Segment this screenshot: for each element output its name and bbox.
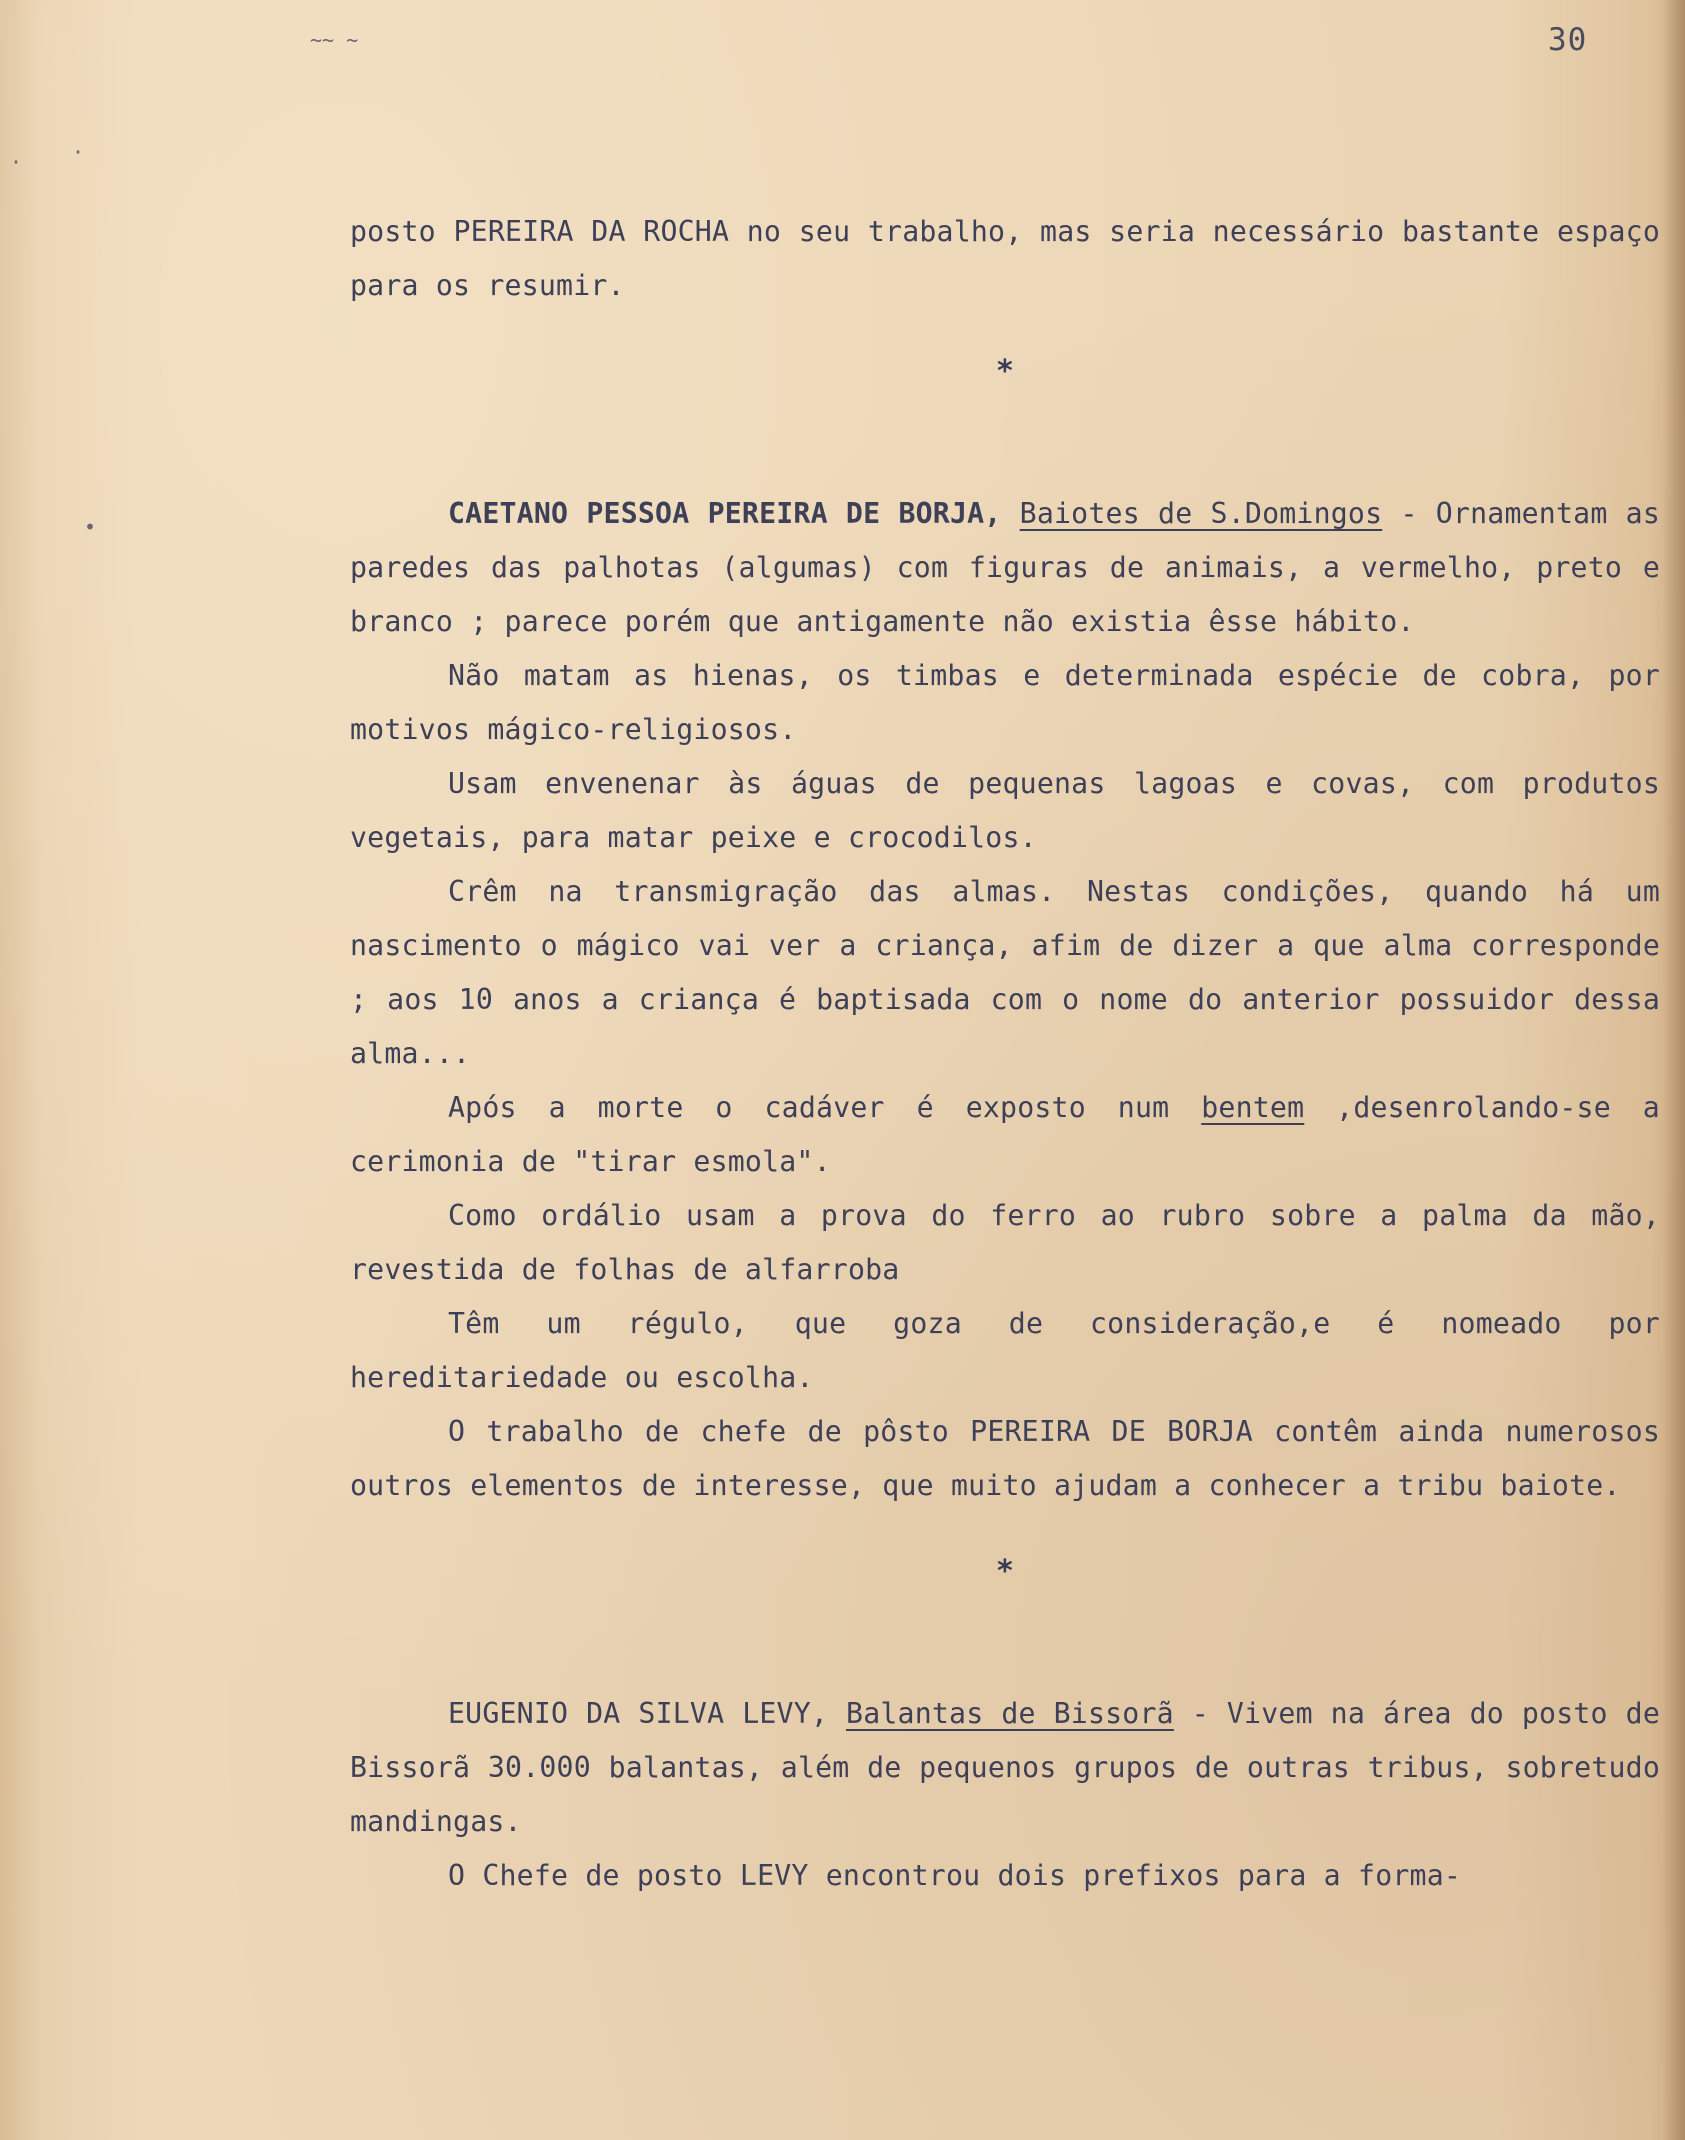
- levy-intro-text: - Vivem na área do posto de Bissorã 30.000 balantas, além de pequenos grupos de outras tribus, sobretudo mandingas.: [350, 1697, 1661, 1838]
- corner-scribble-mark: ~~ ~: [310, 28, 359, 52]
- intro-paragraph: posto PEREIRA DA ROCHA no seu trabalho, mas seria necessário bastante espaço para os resumir.: [350, 215, 1660, 302]
- borja-paragraph: Crêm na transmigração das almas. Nestas condições, quando há um nascimento o mágico vai ver a criança, afim de dizer a que alma corresponde ; aos 10 anos a criança é baptisada com o nome do anterior possuidor dessa alma...: [350, 875, 1660, 1070]
- borja-heading-paragraph: [350, 487, 1660, 649]
- levy-paragraph: O Chefe de posto LEVY encontrou dois prefixos para a forma-: [448, 1859, 1462, 1892]
- page-number: 30: [1548, 22, 1588, 58]
- section-separator: *: [995, 354, 1015, 389]
- borja-paragraph: O trabalho de chefe de pôsto PEREIRA DE BORJA contêm ainda numerosos outros elementos de interesse, que muito ajudam a conhecer a tribu baiote.: [350, 1415, 1660, 1502]
- margin-dot-mark-3: ·: [10, 150, 23, 174]
- borja-death-text: Após a morte o cadáver é exposto num: [448, 1091, 1202, 1124]
- levy-author: EUGENIO DA SILVA LEVY,: [448, 1697, 829, 1730]
- borja-paragraph: Têm um régulo, que goza de consideração,e é nomeado por hereditariedade ou escolha.: [350, 1307, 1660, 1394]
- levy-heading-paragraph: [350, 1687, 1660, 1849]
- borja-paragraph: Usam envenenar às águas de pequenas lagoas e covas, com produtos vegetais, para matar peixe e crocodilos.: [350, 767, 1660, 854]
- levy-title: Balantas de Bissorã: [846, 1697, 1174, 1730]
- borja-bentem-term: bentem: [1201, 1091, 1305, 1124]
- borja-title: Baiotes de S.Domingos: [1019, 497, 1383, 530]
- page-edge-shadow: [1663, 0, 1685, 2140]
- borja-intro-text: - Ornamentam as paredes das palhotas (algumas) com figuras de animais, a vermelho, preto e branco ; parece porém que antigamente não existia êsse hábito.: [350, 497, 1661, 638]
- borja-paragraph: Como ordálio usam a prova do ferro ao rubro sobre a palma da mão, revestida de folhas de alfarroba: [350, 1199, 1660, 1286]
- borja-author: CAETANO PESSOA PEREIRA DE BORJA,: [448, 497, 1002, 530]
- borja-death-paragraph: [350, 1081, 1660, 1189]
- section-separator: *: [995, 1554, 1015, 1589]
- typewritten-body: [350, 205, 1660, 1903]
- margin-dot-mark: •: [84, 515, 97, 539]
- borja-paragraph: Não matam as hienas, os timbas e determinada espécie de cobra, por motivos mágico-religiosos.: [350, 659, 1660, 746]
- borja-death-text-end: ,desenrolando-se a cerimonia de "tirar esmola".: [350, 1091, 1660, 1178]
- margin-dot-mark-2: ·: [72, 140, 85, 164]
